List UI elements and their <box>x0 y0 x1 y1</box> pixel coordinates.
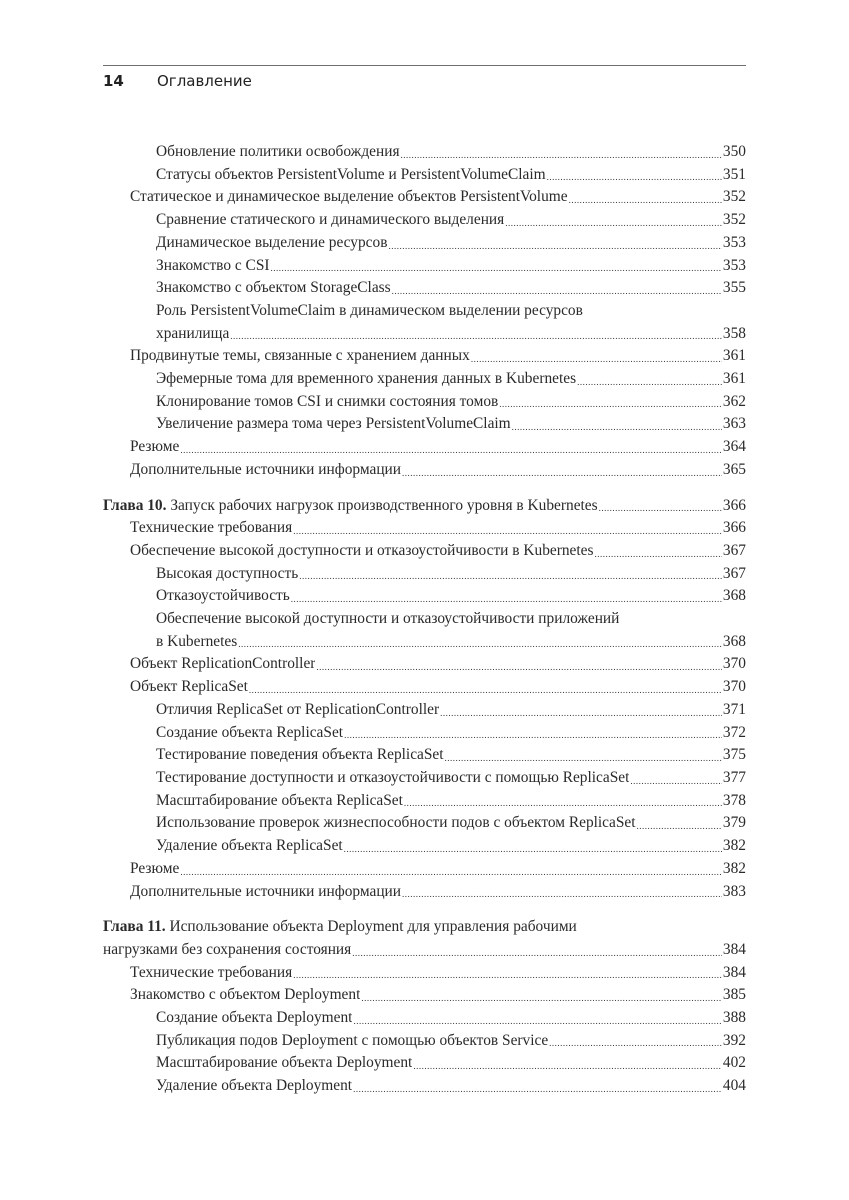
toc-page: 361 <box>722 347 746 365</box>
toc-chapter-10[interactable] <box>103 495 746 518</box>
chapter-title: Запуск рабочих нагрузок производственного уровня в Kubernetes <box>166 496 598 514</box>
dot-leader <box>413 1052 722 1075</box>
dot-leader <box>549 1030 722 1053</box>
toc-page: 352 <box>722 188 746 206</box>
toc-page: 377 <box>722 768 746 786</box>
toc-entry[interactable]: Знакомство с объектом StorageClass ..... 355 <box>103 277 746 300</box>
toc-entry[interactable]: Масштабирование объекта ReplicaSet ..... 378 <box>103 790 746 813</box>
dot-leader <box>599 495 722 518</box>
toc-page: 353 <box>722 256 746 274</box>
dot-leader <box>352 939 722 962</box>
spacer <box>103 482 746 495</box>
dot-leader <box>402 881 722 904</box>
toc-page: 385 <box>722 986 746 1004</box>
toc-entry[interactable]: Создание объекта Deployment ..... 388 <box>103 1007 746 1030</box>
toc-entry[interactable]: Знакомство с CSI ..... 353 <box>103 255 746 278</box>
toc-entry[interactable]: Обеспечение высокой доступности и отказоустойчивости в Kubernetes ..... 367 <box>103 540 746 563</box>
chapter-label: Глава 11. <box>103 918 166 936</box>
toc-page: 378 <box>722 791 746 809</box>
toc-entry[interactable]: Тестирование доступности и отказоустойчивости с помощью ReplicaSet ..... 377 <box>103 767 746 790</box>
toc-entry[interactable]: Статическое и динамическое выделение объектов PersistentVolume ..... 352 <box>103 186 746 209</box>
toc-entry[interactable]: Удаление объекта ReplicaSet ..... 382 <box>103 835 746 858</box>
dot-leader <box>344 722 722 745</box>
toc-page: 350 <box>722 143 746 160</box>
dot-leader <box>505 209 722 232</box>
toc-page: 383 <box>722 882 746 900</box>
dot-leader <box>180 858 722 881</box>
toc-entry[interactable]: Увеличение размера тома через PersistentVolumeClaim ..... 363 <box>103 413 746 436</box>
toc-entry[interactable]: Высокая доступность ..... 367 <box>103 563 746 586</box>
dot-leader <box>353 1007 721 1030</box>
toc-entry[interactable]: Динамическое выделение ресурсов ..... 353 <box>103 232 746 255</box>
toc-page: 370 <box>722 655 746 673</box>
toc-entry[interactable]: Публикация подов Deployment с помощью объектов Service ..... 392 <box>103 1030 746 1053</box>
dot-leader <box>353 1075 722 1098</box>
toc-entry[interactable]: Статусы объектов PersistentVolume и PersistentVolumeClaim ..... 351 <box>103 164 746 187</box>
header-rule <box>103 65 746 66</box>
dot-leader <box>293 962 722 985</box>
toc-entry[interactable]: Технические требования ..... 384 <box>103 962 746 985</box>
dot-leader <box>316 653 721 676</box>
toc-page: 364 <box>722 438 746 456</box>
toc-entry[interactable]: Технические требования ..... 366 <box>103 517 746 540</box>
dot-leader <box>577 368 722 391</box>
dot-leader <box>344 835 722 858</box>
dot-leader <box>401 141 722 164</box>
toc-page: 371 <box>722 700 746 718</box>
toc-page: 372 <box>722 723 746 741</box>
toc-page: 365 <box>722 460 746 478</box>
toc-page: 368 <box>722 632 746 650</box>
chapter-title: Использование объекта Deployment для управления рабочими <box>165 918 577 936</box>
toc-page: 358 <box>722 324 746 342</box>
dot-leader <box>499 391 722 414</box>
toc-entry[interactable]: Создание объекта ReplicaSet ..... 372 <box>103 722 746 745</box>
toc-entry[interactable]: Объект ReplicaSet ..... 370 <box>103 676 746 699</box>
dot-leader <box>293 517 722 540</box>
toc-page: 402 <box>722 1054 746 1072</box>
dot-leader <box>402 459 722 482</box>
toc-entry[interactable]: Объект ReplicationController ..... 370 <box>103 653 746 676</box>
toc-entry-line1[interactable]: Обеспечение высокой доступности и отказоустойчивости приложений <box>156 610 620 628</box>
toc-page: 382 <box>722 837 746 855</box>
dot-leader <box>392 277 722 300</box>
dot-leader <box>630 767 722 790</box>
toc-entry[interactable]: Использование проверок жизнеспособности подов с объектом ReplicaSet ..... 379 <box>103 812 746 835</box>
chapter-label: Глава 10. <box>103 496 167 514</box>
toc-page: 362 <box>722 392 746 410</box>
toc-page: 355 <box>722 279 746 297</box>
toc-entry[interactable]: Отказоустойчивость ..... 368 <box>103 585 746 608</box>
toc-entry[interactable]: Дополнительные источники информации ..... 365 <box>103 459 746 482</box>
dot-leader <box>299 563 722 586</box>
toc-page: 384 <box>722 940 746 958</box>
dot-leader <box>361 984 722 1007</box>
table-of-contents <box>103 141 746 1098</box>
toc-entry[interactable]: Сравнение статического и динамического выделения ..... 352 <box>103 209 746 232</box>
toc-page: 375 <box>722 746 746 764</box>
toc-entry[interactable]: Резюме ..... 364 <box>103 436 746 459</box>
dot-leader <box>547 164 722 187</box>
page-number: 14 <box>103 72 124 90</box>
running-header-title: Оглавление <box>157 72 252 90</box>
toc-entry[interactable]: Масштабирование объекта Deployment ..... 402 <box>103 1052 746 1075</box>
dot-leader <box>230 323 722 346</box>
toc-entry[interactable]: Знакомство с объектом Deployment ..... 385 <box>103 984 746 1007</box>
toc-page: 363 <box>722 415 746 433</box>
toc-entry[interactable]: хранилища ..... 358 <box>103 323 746 346</box>
toc-entry[interactable]: Тестирование поведения объекта ReplicaSet ..... 375 <box>103 744 746 767</box>
toc-page: 382 <box>722 859 746 877</box>
dot-leader <box>180 436 722 459</box>
toc-page: 361 <box>722 370 746 388</box>
dot-leader <box>440 699 722 722</box>
toc-chapter-11[interactable]: нагрузками без сохранения состояния ..... 384 <box>103 939 746 962</box>
toc-page: 366 <box>722 519 746 537</box>
toc-page: 388 <box>722 1009 746 1027</box>
toc-entry[interactable]: Удаление объекта Deployment ..... 404 <box>103 1075 746 1098</box>
dot-leader <box>271 255 722 278</box>
toc-entry-line1[interactable]: Роль PersistentVolumeClaim в динамическом выделении ресурсов <box>156 301 583 319</box>
toc-page: 368 <box>722 587 746 605</box>
toc-page: 404 <box>722 1077 746 1095</box>
spacer <box>103 903 746 916</box>
dot-leader <box>637 812 722 835</box>
toc-page: 366 <box>722 496 746 514</box>
toc-entry[interactable]: Клонирование томов CSI и снимки состояния томов ..... 362 <box>103 391 746 414</box>
toc-page: 379 <box>722 814 746 832</box>
toc-entry[interactable]: Дополнительные источники информации ..... 383 <box>103 881 746 904</box>
toc-entry[interactable]: Отличия ReplicaSet от ReplicationController ..... 371 <box>103 699 746 722</box>
dot-leader <box>388 232 721 255</box>
toc-page: 384 <box>722 963 746 981</box>
toc-page: 351 <box>722 165 746 183</box>
toc-entry[interactable]: Продвинутые темы, связанные с хранением данных ..... 361 <box>103 345 746 368</box>
toc-entry[interactable]: Резюме ..... 382 <box>103 858 746 881</box>
toc-chapter-11-line1[interactable] <box>103 916 746 939</box>
dot-leader <box>445 744 722 767</box>
dot-leader <box>471 345 722 368</box>
dot-leader <box>569 186 722 209</box>
dot-leader <box>404 790 722 813</box>
toc-page: 367 <box>722 564 746 582</box>
toc-page: 367 <box>722 541 746 559</box>
toc-entry[interactable]: Обновление политики освобождения ..... 350 <box>103 141 746 164</box>
dot-leader <box>512 413 722 436</box>
toc-page: 352 <box>722 211 746 229</box>
toc-page: 392 <box>722 1031 746 1049</box>
toc-entry[interactable]: Эфемерные тома для временного хранения данных в Kubernetes ..... 361 <box>103 368 746 391</box>
dot-leader <box>291 585 722 608</box>
dot-leader <box>249 676 722 699</box>
toc-page: 353 <box>722 233 746 251</box>
dot-leader <box>238 631 722 654</box>
toc-entry[interactable]: в Kubernetes ..... 368 <box>103 631 746 654</box>
toc-page: 370 <box>722 678 746 696</box>
dot-leader <box>594 540 721 563</box>
